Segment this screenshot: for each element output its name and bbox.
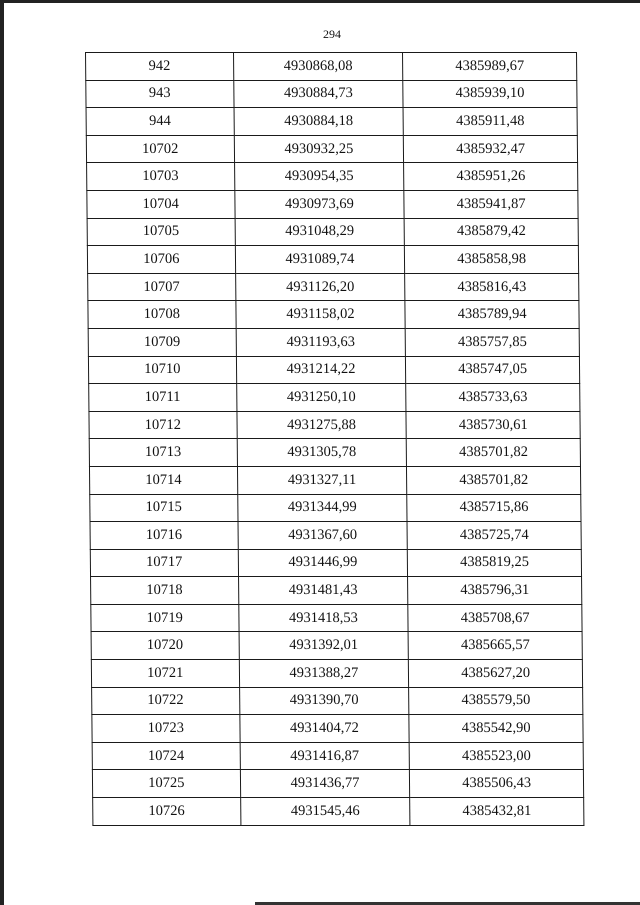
point-id-cell: 10726 [93, 798, 241, 826]
table-row [90, 494, 581, 522]
x-coordinate-cell: 4930868,08 [233, 53, 403, 81]
y-coordinate-cell: 4385796,31 [408, 577, 582, 605]
x-coordinate-cell: 4931250,10 [236, 384, 406, 412]
table-row [89, 466, 580, 494]
x-coordinate-cell: 4931481,43 [238, 577, 408, 605]
y-coordinate-cell: 4385506,43 [410, 770, 584, 798]
y-coordinate-cell: 4385858,98 [405, 246, 579, 274]
y-coordinate-cell: 4385789,94 [405, 301, 579, 329]
point-id-cell: 10720 [91, 632, 239, 660]
point-id-cell: 10723 [92, 715, 240, 743]
y-coordinate-cell: 4385730,61 [406, 411, 580, 439]
table-row [86, 80, 577, 108]
x-coordinate-cell: 4931305,78 [237, 439, 407, 467]
table-row [92, 687, 583, 715]
table-row [91, 632, 582, 660]
point-id-cell: 10715 [90, 494, 238, 522]
table-row [89, 411, 580, 439]
point-id-cell: 10708 [88, 301, 236, 329]
y-coordinate-cell: 4385932,47 [404, 135, 578, 163]
table-row [89, 439, 580, 467]
table-row [87, 218, 578, 246]
page-number: 294 [323, 27, 341, 41]
point-id-cell: 10704 [87, 190, 235, 218]
x-coordinate-cell: 4931416,87 [240, 742, 410, 770]
table-row [87, 190, 578, 218]
table-row [91, 604, 582, 632]
y-coordinate-cell: 4385941,87 [404, 190, 578, 218]
table-row [93, 798, 584, 826]
x-coordinate-cell: 4931367,60 [238, 522, 408, 550]
y-coordinate-cell: 4385701,82 [407, 466, 581, 494]
point-id-cell: 10721 [91, 660, 239, 688]
x-coordinate-cell: 4931446,99 [238, 549, 408, 577]
y-coordinate-cell: 4385939,10 [403, 80, 577, 108]
x-coordinate-cell: 4931048,29 [235, 218, 405, 246]
table-row [87, 246, 578, 274]
y-coordinate-cell: 4385911,48 [403, 108, 577, 136]
point-id-cell: 10714 [89, 466, 237, 494]
x-coordinate-cell: 4931545,46 [240, 798, 410, 826]
point-id-cell: 10706 [87, 246, 235, 274]
x-coordinate-cell: 4931436,77 [240, 770, 410, 798]
y-coordinate-cell: 4385665,57 [408, 632, 582, 660]
table-row [86, 108, 577, 136]
point-id-cell: 942 [86, 53, 234, 81]
point-id-cell: 10722 [92, 687, 240, 715]
y-coordinate-cell: 4385627,20 [409, 660, 583, 688]
table-row [86, 135, 577, 163]
table-row [92, 742, 583, 770]
x-coordinate-cell: 4931418,53 [238, 604, 408, 632]
point-id-cell: 10717 [90, 549, 238, 577]
point-id-cell: 10707 [88, 273, 236, 301]
x-coordinate-cell: 4930884,73 [233, 80, 403, 108]
x-coordinate-cell: 4931275,88 [237, 411, 407, 439]
y-coordinate-cell: 4385701,82 [407, 439, 581, 467]
x-coordinate-cell: 4931388,27 [239, 660, 409, 688]
x-coordinate-cell: 4931390,70 [239, 687, 409, 715]
x-coordinate-cell: 4931089,74 [235, 246, 405, 274]
y-coordinate-cell: 4385432,81 [410, 798, 584, 826]
table-row [90, 522, 581, 550]
y-coordinate-cell: 4385542,90 [409, 715, 583, 743]
y-coordinate-cell: 4385757,85 [405, 328, 579, 356]
x-coordinate-cell: 4931193,63 [236, 328, 406, 356]
x-coordinate-cell: 4931158,02 [235, 301, 405, 329]
scan-edge-top [0, 0, 640, 3]
point-id-cell: 10724 [92, 742, 240, 770]
y-coordinate-cell: 4385747,05 [406, 356, 580, 384]
point-id-cell: 10725 [92, 770, 240, 798]
point-id-cell: 10718 [91, 577, 239, 605]
y-coordinate-cell: 4385879,42 [404, 218, 578, 246]
y-coordinate-cell: 4385579,50 [409, 687, 583, 715]
y-coordinate-cell: 4385989,67 [403, 53, 577, 81]
coordinates-table [85, 52, 584, 826]
table-row [92, 770, 583, 798]
x-coordinate-cell: 4930954,35 [234, 163, 404, 191]
table-row [91, 577, 582, 605]
x-coordinate-cell: 4930973,69 [234, 190, 404, 218]
x-coordinate-cell: 4931214,22 [236, 356, 406, 384]
y-coordinate-cell: 4385708,67 [408, 604, 582, 632]
table-row [88, 356, 579, 384]
table-row [88, 328, 579, 356]
point-id-cell: 944 [86, 108, 234, 136]
coordinates-table-body [86, 53, 584, 826]
table-row [91, 660, 582, 688]
point-id-cell: 10703 [87, 163, 235, 191]
x-coordinate-cell: 4930932,25 [234, 135, 404, 163]
point-id-cell: 10702 [86, 135, 234, 163]
point-id-cell: 10712 [89, 411, 237, 439]
y-coordinate-cell: 4385733,63 [406, 384, 580, 412]
point-id-cell: 10709 [88, 328, 236, 356]
table-row [87, 163, 578, 191]
point-id-cell: 10711 [89, 384, 237, 412]
table-row [88, 273, 579, 301]
table-row [86, 53, 577, 81]
y-coordinate-cell: 4385715,86 [407, 494, 581, 522]
table-row [92, 715, 583, 743]
table-row [89, 384, 580, 412]
y-coordinate-cell: 4385725,74 [407, 522, 581, 550]
point-id-cell: 10719 [91, 604, 239, 632]
x-coordinate-cell: 4931392,01 [239, 632, 409, 660]
y-coordinate-cell: 4385523,00 [409, 742, 583, 770]
y-coordinate-cell: 4385816,43 [405, 273, 579, 301]
x-coordinate-cell: 4931327,11 [237, 466, 407, 494]
point-id-cell: 10716 [90, 522, 238, 550]
x-coordinate-cell: 4931404,72 [239, 715, 409, 743]
point-id-cell: 943 [86, 80, 234, 108]
point-id-cell: 10710 [88, 356, 236, 384]
x-coordinate-cell: 4931126,20 [235, 273, 405, 301]
x-coordinate-cell: 4931344,99 [237, 494, 407, 522]
y-coordinate-cell: 4385951,26 [404, 163, 578, 191]
scan-edge-left [0, 0, 4, 905]
point-id-cell: 10705 [87, 218, 235, 246]
point-id-cell: 10713 [89, 439, 237, 467]
table-row [90, 549, 581, 577]
table-row [88, 301, 579, 329]
y-coordinate-cell: 4385819,25 [408, 549, 582, 577]
x-coordinate-cell: 4930884,18 [234, 108, 404, 136]
